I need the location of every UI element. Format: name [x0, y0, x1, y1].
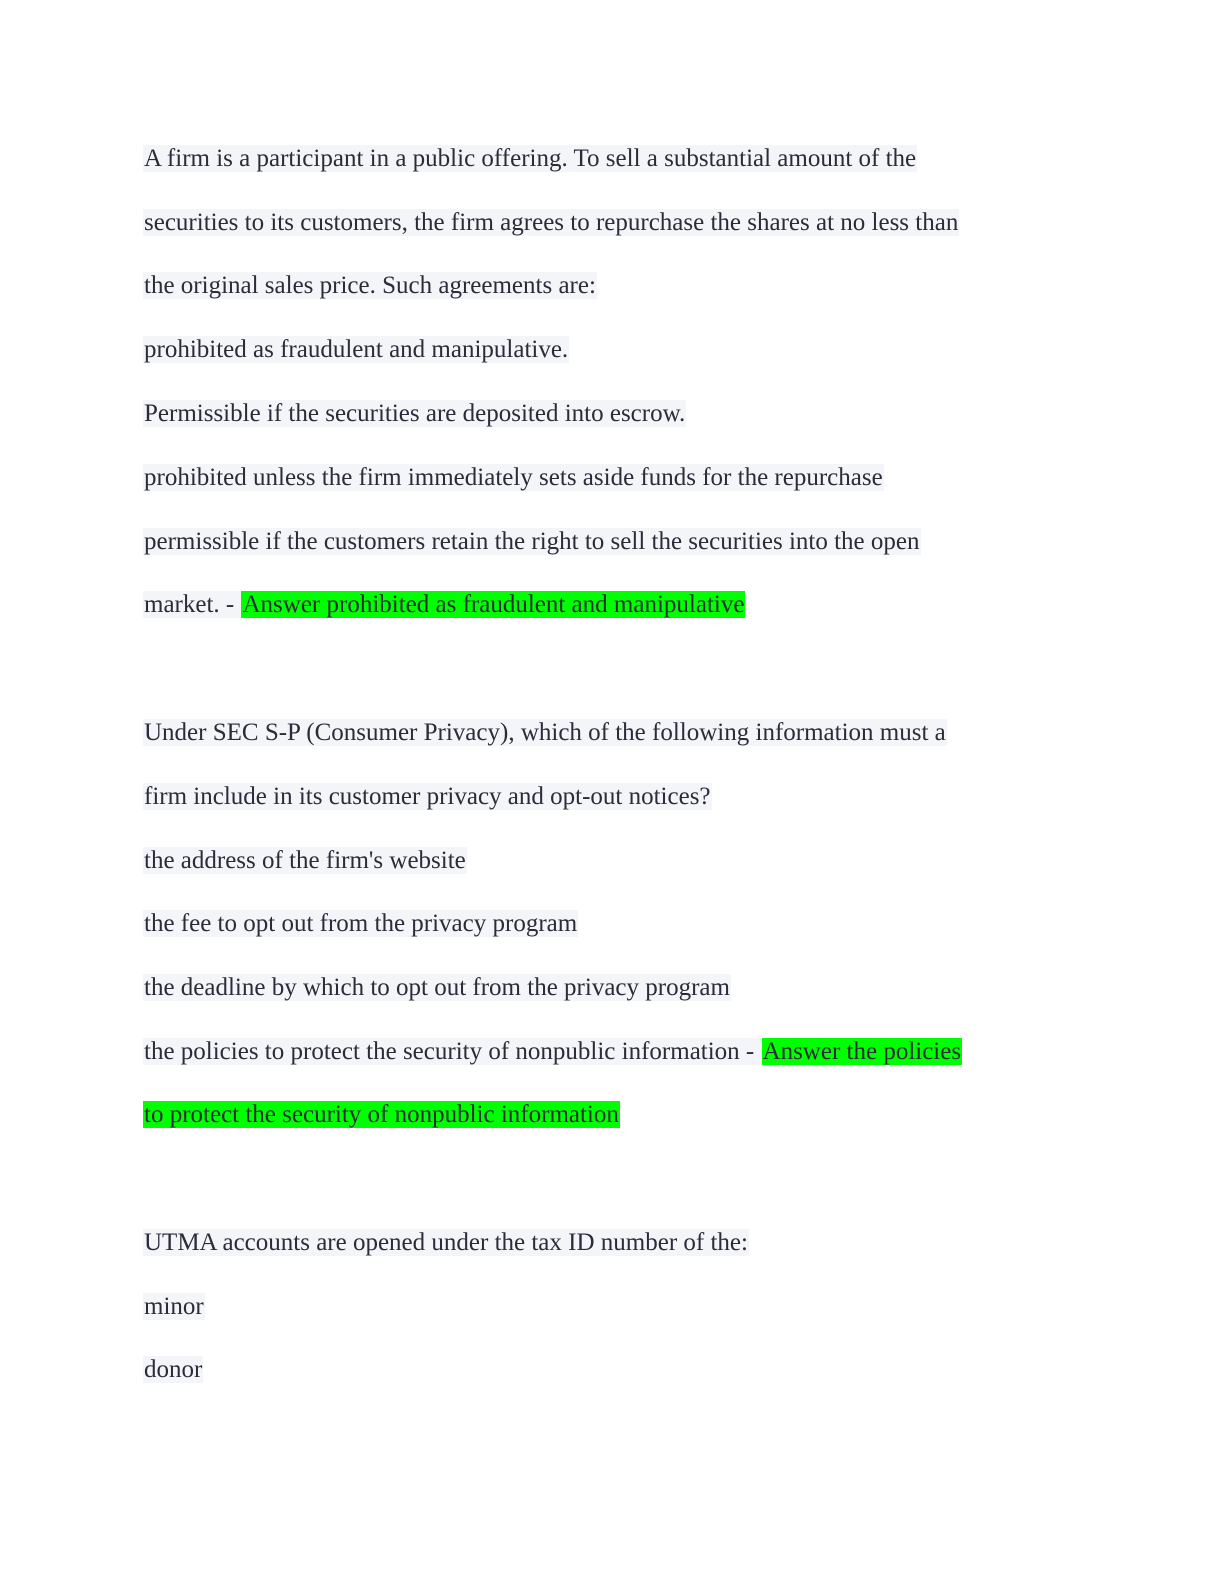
q2-stem-line-2	[143, 779, 712, 815]
q3-option-1-text: minor	[144, 1293, 204, 1320]
q1-answer-prefix: market. -	[144, 591, 241, 618]
q2-answer-highlight-1: Answer the policies	[762, 1038, 962, 1065]
q2-answer-line	[143, 1097, 620, 1133]
q1-option-3-text: prohibited unless the firm immediately sets aside funds for the repurchase	[144, 464, 883, 491]
q2-option-3	[143, 970, 731, 1006]
q2-stem-text-2: firm include in its customer privacy and opt-out notices?	[144, 783, 711, 810]
q2-option-2	[143, 906, 578, 942]
q2-stem-line-1	[143, 715, 947, 751]
q1-stem-line-3	[143, 268, 597, 304]
q3-option-1	[143, 1289, 205, 1325]
q1-stem-text-1: A firm is a participant in a public offering. To sell a substantial amount of the	[144, 145, 917, 172]
q3-stem-text-1: UTMA accounts are opened under the tax ID number of the:	[144, 1229, 748, 1256]
q1-answer-line	[143, 587, 745, 623]
q1-stem-line-1	[143, 141, 917, 177]
q3-option-2-text: donor	[144, 1356, 203, 1383]
q1-option-4	[143, 524, 921, 560]
q3-option-2	[143, 1352, 203, 1388]
q2-option-3-text: the deadline by which to opt out from the privacy program	[144, 974, 730, 1001]
q1-stem-line-2	[143, 205, 959, 241]
q2-answer-highlight-2: to protect the security of nonpublic information	[144, 1101, 619, 1128]
q2-option-4	[143, 1034, 962, 1070]
q1-option-2	[143, 396, 686, 432]
q1-option-1	[143, 332, 569, 368]
q1-stem-text-2: securities to its customers, the firm agrees to repurchase the shares at no less than	[144, 209, 959, 236]
q2-stem-text-1: Under SEC S-P (Consumer Privacy), which of the following information must a	[144, 719, 946, 746]
q1-answer-highlight: Answer prohibited as fraudulent and manipulative	[242, 591, 745, 618]
q2-option-4-text: the policies to protect the security of nonpublic information -	[144, 1038, 761, 1065]
q3-stem-line-1	[143, 1225, 749, 1261]
q1-option-1-text: prohibited as fraudulent and manipulative.	[144, 336, 569, 363]
q1-stem-text-3: the original sales price. Such agreements are:	[144, 272, 596, 299]
q2-option-1-text: the address of the firm's website	[144, 847, 466, 874]
q1-option-2-text: Permissible if the securities are deposited into escrow.	[144, 400, 686, 427]
q2-option-2-text: the fee to opt out from the privacy program	[144, 910, 578, 937]
q1-option-3	[143, 460, 884, 496]
q1-option-4-text: permissible if the customers retain the right to sell the securities into the open	[144, 528, 920, 555]
q2-option-1	[143, 843, 467, 879]
